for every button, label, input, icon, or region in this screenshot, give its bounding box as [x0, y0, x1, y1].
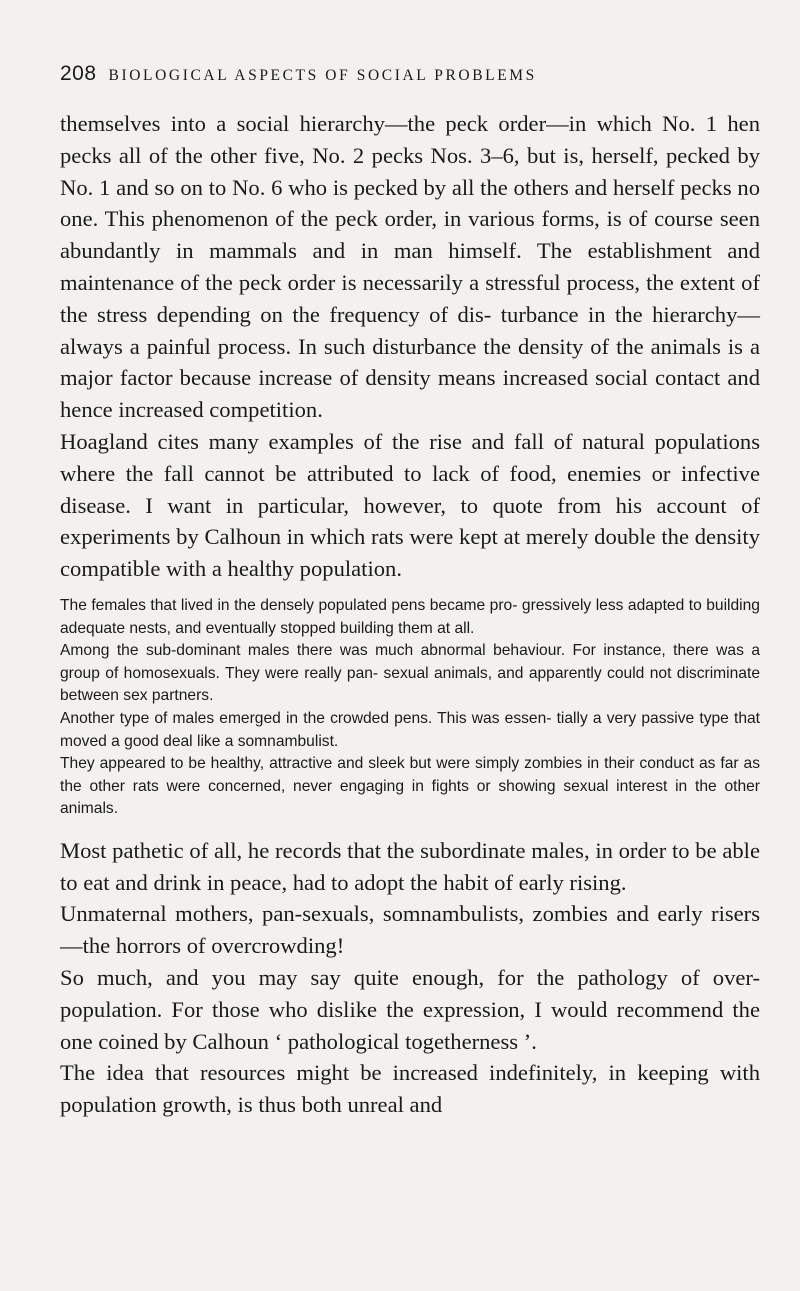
paragraph-hoagland: Hoagland cites many examples of the rise and fall of natural populations where the fall cannot be attributed to lack of food, enemies or infective disease. I want in particular, however, to quote from his account of experiments by Calhoun in which rats were kept at merely double the density compatible with a healthy population.: [60, 428, 760, 582]
block-quote: [60, 595, 760, 821]
running-title: BIOLOGICAL ASPECTS OF SOCIAL PROBLEMS: [108, 67, 537, 84]
page-number: 208: [60, 62, 97, 85]
paragraph-horrors: Unmaternal mothers, pan-sexuals, somnambulists, zombies and early risers—the horrors of overcrowding!: [60, 901, 760, 959]
quote-paragraph-females: The females that lived in the densely populated pens became pro- gressively less adapted to building adequate nests, and eventually stopped building them at all.: [60, 596, 760, 637]
quote-paragraph-passive-type: Another type of males emerged in the crowded pens. This was essen- tially a very passive type that moved a good deal like a somnambulist.: [60, 709, 760, 750]
paragraph-resources: The idea that resources might be increased indefinitely, in keeping with population growth, is thus both unreal and: [60, 1060, 760, 1118]
body-text-before-quote: [60, 108, 760, 585]
book-page: [60, 62, 760, 1121]
paragraph-peck-order: themselves into a social hierarchy—the peck order—in which No. 1 hen pecks all of the other five, No. 2 pecks Nos. 3–6, but is, herself, pecked by No. 1 and so on to No. 6 who is pecked by all the others and herself pecks no one. This phenomenon of the peck order, in various forms, is of course seen abundantly in mammals and in man himself. The establishment and maintenance of the peck order is necessarily a stressful process, the extent of the stress depending on the frequency of dis- turbance in the hierarchy—always a painful process. In such disturbance the density of the animals is a major factor because increase of density means increased social contact and hence increased competition.: [60, 111, 760, 423]
quote-paragraph-zombies: They appeared to be healthy, attractive and sleek but were simply zombies in their conduct as far as the other rats were concerned, never engaging in fights or showing sexual interest in the other animals.: [60, 755, 760, 818]
body-text-after-quote: [60, 835, 760, 1121]
paragraph-early-rising: Most pathetic of all, he records that the subordinate males, in order to be able to eat and drink in peace, had to adopt the habit of early rising.: [60, 837, 760, 895]
quote-paragraph-sub-dominant: Among the sub-dominant males there was much abnormal behaviour. For instance, there was a group of homosexuals. They were really pan- sexual animals, and apparently could not discriminate between sex partners.: [60, 642, 760, 705]
running-head: [60, 62, 760, 86]
paragraph-togetherness: So much, and you may say quite enough, for the pathology of over-population. For those who dislike the expression, I would recommend the one coined by Calhoun ‘ pathological togetherness ’.: [60, 965, 760, 1054]
